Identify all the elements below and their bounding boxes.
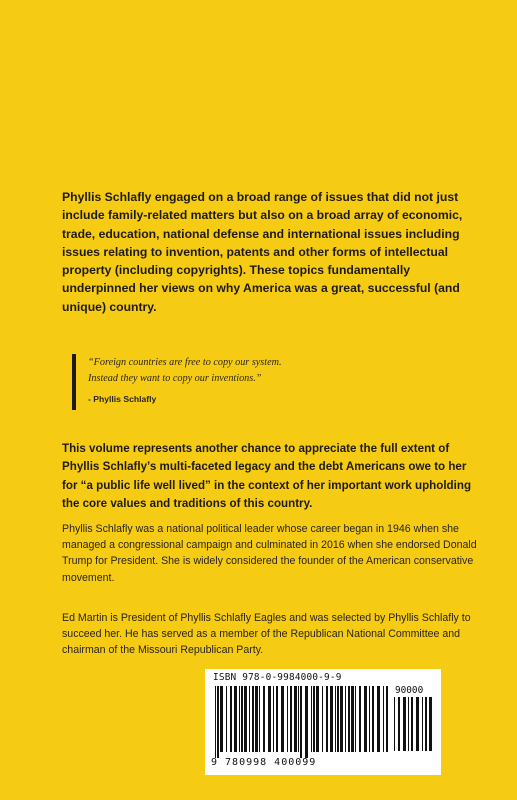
- ean-digits: 9 780998 400099: [211, 757, 317, 768]
- barcode-bar: [316, 686, 319, 752]
- quote-author: - Phyllis Schlafly: [88, 394, 157, 404]
- barcode-bar: [298, 686, 299, 752]
- barcode-bar: [322, 686, 323, 752]
- ean-barcode-bars: [215, 686, 391, 758]
- barcode-bar: [244, 686, 247, 752]
- barcode-bar: [369, 686, 370, 752]
- author-bio: Phyllis Schlafly was a national political leader whose career began in 1946 when she managed a congressional campaign and culminated in 2016 when she endorsed Donald Trump for President. She is widely considered the founder of the American conservative movement.: [62, 523, 477, 584]
- quote-bar: [72, 354, 76, 410]
- barcode-bar: [394, 697, 395, 751]
- barcode-bar: [263, 686, 265, 752]
- barcode-bar: [326, 686, 328, 752]
- barcode-bar: [290, 686, 292, 752]
- barcode-bar: [294, 686, 297, 752]
- barcode-bar: [220, 686, 223, 752]
- barcode-bar: [330, 686, 333, 752]
- barcode-bar: [300, 686, 302, 758]
- barcode-bar: [422, 697, 423, 751]
- barcode-bar: [429, 697, 432, 751]
- legacy-paragraph: This volume represents another chance to appreciate the full extent of Phyllis Schlafly’s multi-faceted legacy and the debt Americans owe to her for “a public life well lived” in the context of her important work upholding the core values and traditions of this country.: [62, 442, 472, 510]
- barcode-bar: [372, 686, 374, 752]
- quote-line-2: Instead they want to copy our inventions.”: [88, 373, 262, 384]
- barcode-bar: [268, 686, 271, 752]
- barcode-bar: [348, 686, 350, 752]
- isbn-label: ISBN 978-0-9984000-9-9: [213, 672, 342, 683]
- barcode-bar: [416, 697, 419, 751]
- intro-blurb: Phyllis Schlafly engaged on a broad range of issues that did not just include family-related matters but also on a broad array of economic, trade, education, national defense and international issues including issues relating to invention, patents and other forms of intellectual property (including copyrights). These topics fundamentally underpinned her views on why America was a great, successful (and unique) country.: [62, 190, 463, 314]
- barcode-bar: [259, 686, 260, 752]
- barcode-bar: [364, 686, 367, 752]
- barcode-bar: [230, 686, 232, 752]
- barcode-bar: [355, 686, 356, 752]
- barcode-bar: [241, 686, 243, 752]
- barcode-bar: [273, 686, 274, 752]
- barcode-bar: [383, 686, 384, 752]
- editor-bio: Ed Martin is President of Phyllis Schlafly Eagles and was selected by Phyllis Schlafly to succeed her. He has served as a member of the Republican National Committee and chairman of the Missouri Republican Party.: [62, 612, 471, 657]
- barcode-bar: [287, 686, 288, 752]
- barcode-bar: [249, 686, 250, 752]
- barcode-bar: [281, 686, 284, 752]
- barcode-bar: [215, 686, 216, 758]
- barcode-bar: [377, 686, 380, 752]
- barcode-bar: [252, 686, 254, 752]
- barcode-bar: [226, 686, 227, 752]
- barcode-bar: [340, 686, 343, 752]
- barcode-bar: [313, 686, 315, 752]
- barcode-bar: [345, 686, 346, 752]
- isbn-barcode: [205, 669, 441, 775]
- barcode-bar: [408, 697, 409, 751]
- addon-barcode-bars: [394, 697, 434, 757]
- quote-line-1: “Foreign countries are free to copy our system.: [88, 357, 282, 368]
- barcode-bar: [234, 686, 237, 752]
- barcode-bar: [239, 686, 240, 752]
- barcode-bar: [337, 686, 339, 752]
- barcode-bar: [403, 697, 406, 751]
- barcode-bar: [411, 697, 413, 751]
- barcode-bar: [359, 686, 361, 752]
- barcode-bar: [425, 697, 427, 751]
- barcode-bar: [335, 686, 336, 752]
- barcode-bar: [217, 686, 219, 758]
- price-code: 90000: [395, 685, 424, 696]
- barcode-bar: [276, 686, 278, 752]
- barcode-bar: [255, 686, 258, 752]
- barcode-bar: [386, 686, 388, 752]
- barcode-bar: [398, 697, 400, 751]
- barcode-bar: [311, 686, 312, 752]
- pull-quote: [72, 354, 452, 410]
- barcode-bar: [351, 686, 354, 752]
- barcode-bar: [305, 686, 308, 758]
